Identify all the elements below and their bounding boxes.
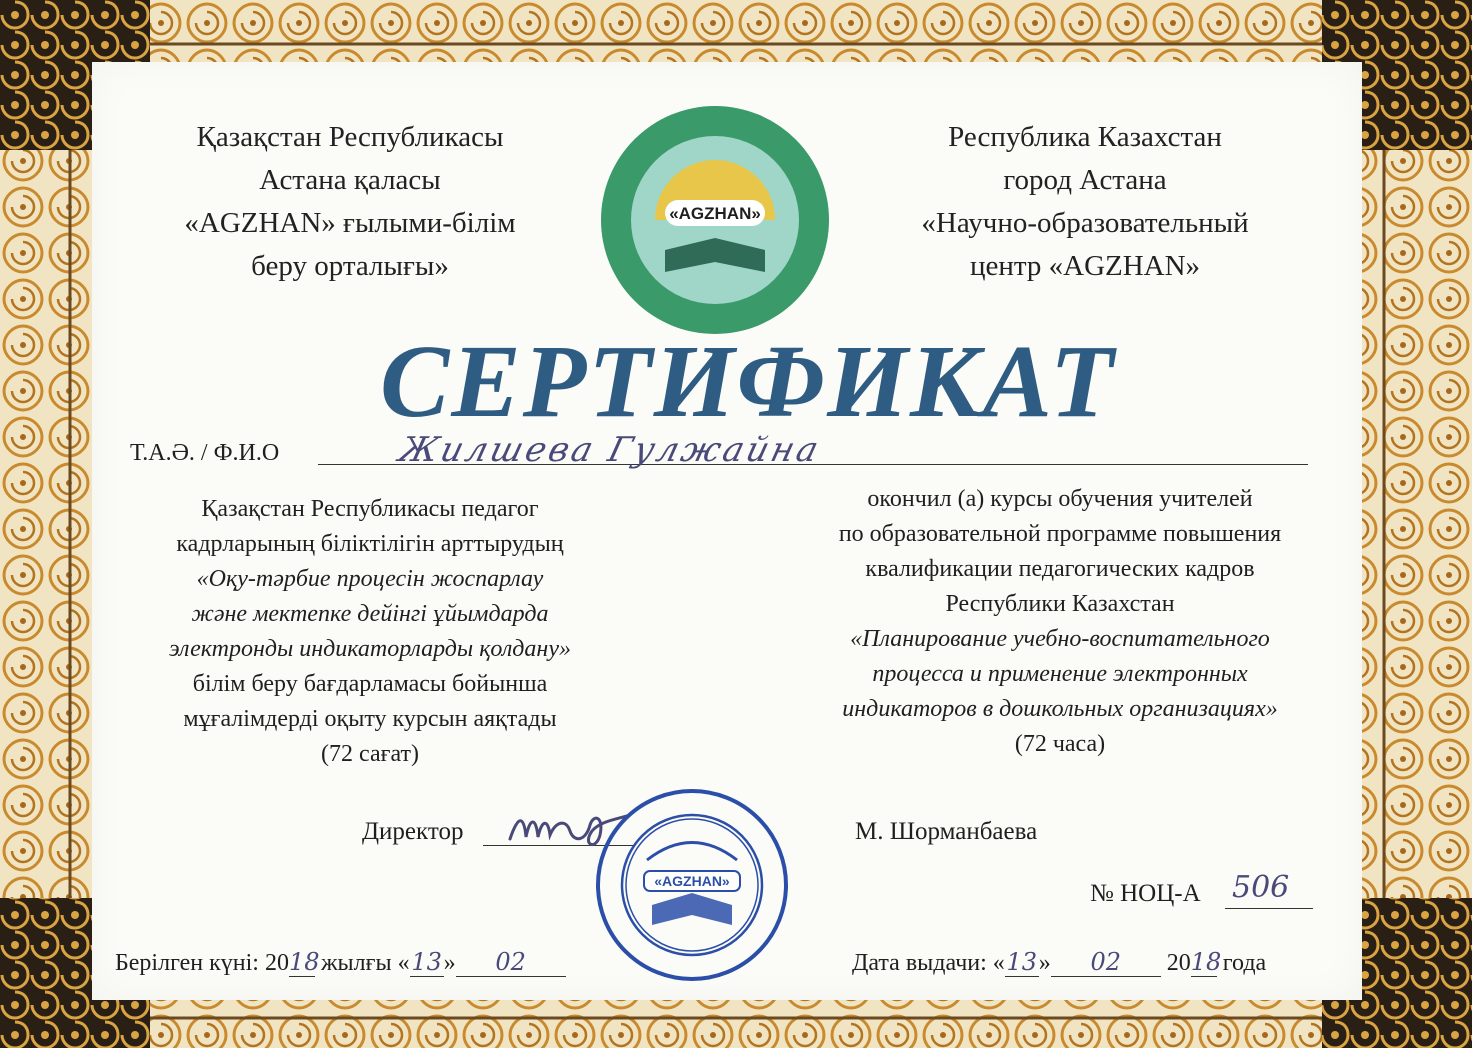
header-kz-line2: Астана қаласы — [259, 164, 441, 196]
issued-kz-close: » — [443, 950, 456, 976]
director-name: М. Шорманбаева — [855, 818, 1038, 845]
header-kz-line4: беру орталығы» — [251, 250, 449, 282]
recipient-name: Жилшева Гулжайна — [395, 430, 826, 470]
issued-ru-suffix: года — [1216, 950, 1267, 976]
body-ru-line7: индикаторов в дошкольных организациях» — [842, 696, 1278, 722]
director-label: Директор — [362, 818, 464, 845]
body-ru-line4: Республики Казахстан — [945, 591, 1175, 617]
issued-ru-day: 13 — [1006, 948, 1038, 976]
issue-date-russian — [852, 948, 1266, 977]
header-russian — [860, 116, 1310, 288]
issued-ru-year: 18 — [1190, 948, 1222, 976]
header-ru-line4: центр «AGZHAN» — [969, 250, 1201, 282]
body-kazakh — [115, 492, 625, 772]
issued-kz-mid: жылғы « — [314, 950, 410, 976]
body-ru-line1: окончил (а) курсы обучения учителей — [867, 486, 1253, 512]
certificate-number-value: 506 — [1232, 870, 1290, 905]
body-ru-line3: квалификации педагогических кадров — [865, 556, 1255, 582]
recipient-label: Т.А.Ә. / Ф.И.О — [130, 440, 280, 466]
body-kz-line6: білім беру бағдарламасы бойынша — [192, 671, 548, 697]
header-kz-line3: «AGZHAN» ғылыми-білім — [184, 207, 516, 239]
agzhan-logo — [595, 100, 835, 340]
issued-ru-month: 02 — [1051, 948, 1161, 977]
body-ru-line6: процесса и применение электронных — [872, 661, 1248, 687]
certificate-number-underline — [1225, 908, 1313, 909]
stamp-text: «AGZHAN» — [654, 873, 730, 889]
issued-kz-prefix: Берілген күні: 20 — [115, 950, 289, 976]
certificate-title: СЕРТИФИКАТ — [380, 324, 1116, 439]
body-kz-line2: кадрларының біліктілігін арттырудың — [176, 531, 564, 557]
header-kazakh — [120, 116, 580, 288]
body-kz-line7: мұғалімдерді оқыту курсын аяқтады — [183, 706, 557, 732]
organization-stamp — [592, 785, 792, 985]
body-kz-line1: Қазақстан Республикасы педагог — [201, 496, 539, 522]
issued-ru-close: » — [1038, 950, 1051, 976]
issue-date-kazakh — [115, 948, 566, 977]
body-kz-line8: (72 сағат) — [321, 741, 419, 767]
body-kz-line3: «Оқу-тәрбие процесін жоспарлау — [196, 566, 544, 592]
logo-text: «AGZHAN» — [669, 204, 761, 223]
header-ru-line3: «Научно-образовательный — [921, 207, 1249, 239]
body-russian — [780, 482, 1340, 762]
issued-kz-day: 13 — [411, 948, 442, 976]
body-ru-line8: (72 часа) — [1014, 731, 1106, 757]
body-kz-line5: электронды индикаторларды қолдану» — [169, 636, 571, 662]
issued-kz-month: 02 — [456, 948, 566, 977]
header-ru-line2: город Астана — [1003, 164, 1167, 196]
issued-ru-century: 20 — [1160, 950, 1191, 976]
header-ru-line1: Республика Казахстан — [948, 121, 1222, 153]
header-kz-line1: Қазақстан Республикасы — [196, 121, 504, 153]
certificate-number-label: № НОЦ-А — [1090, 880, 1201, 907]
issued-ru-prefix: Дата выдачи: « — [852, 950, 1005, 976]
body-ru-line5: «Планирование учебно-воспитательного — [850, 626, 1270, 652]
body-ru-line2: по образовательной программе повышения — [838, 521, 1282, 547]
issued-kz-year: 18 — [288, 948, 320, 976]
body-kz-line4: және мектепке дейінгі ұйымдарда — [191, 601, 549, 627]
